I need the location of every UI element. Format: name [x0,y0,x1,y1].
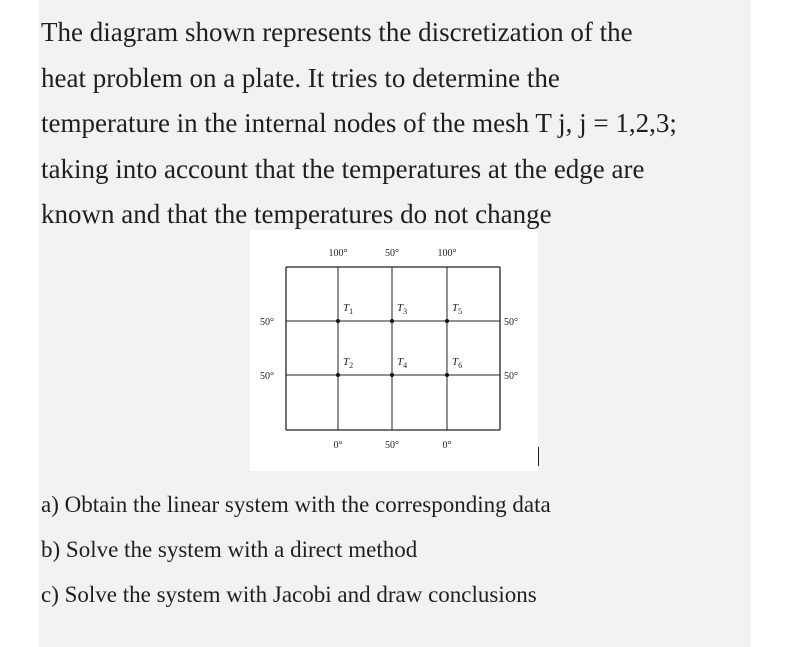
task-item-c: c) Solve the system with Jacobi and draw conclusions [41,582,537,607]
node-label-t6: $T_6$ [452,356,463,370]
top-label-1: 100° [328,248,348,259]
node-dot-t6 [445,373,449,377]
bottom-label-2: 50° [385,440,399,451]
intro-line: taking into account that the temperatures at the edge are [41,153,645,184]
intro-line: The diagram shown represents the discretization of the [41,17,633,47]
node-label-t4: $T_4$ [397,356,408,370]
task-item-b: b) Solve the system with a direct method [41,537,418,562]
node-label-t1: $T_1$ [343,302,354,316]
top-label-3: 100° [437,248,457,259]
left-label-2: 50° [260,371,274,382]
bottom-label-3: 0° [442,440,452,451]
node-label-t5: $T_5$ [452,302,463,316]
intro-line: known and that the temperatures do not change [41,199,552,229]
node-label-t2: $T_2$ [343,356,354,370]
node-dot-t5 [445,319,449,323]
node-dot-t3 [390,319,394,323]
right-label-1: 50° [504,317,518,328]
task-item-a: a) Obtain the linear system with the corresponding data [41,492,551,517]
right-label-2: 50° [504,371,518,382]
node-dot-t2 [336,373,340,377]
mesh-grid [286,267,500,430]
top-label-2: 50° [385,248,399,259]
node-dot-t4 [390,373,394,377]
intro-line: temperature in the internal nodes of the mesh T j, j = 1,2,3; [41,108,677,138]
intro-line: heat problem on a plate. It tries to determine the [41,62,560,93]
left-label-1: 50° [260,317,274,328]
mesh-diagram [250,230,538,471]
text-cursor [538,447,539,466]
node-label-t3: $T_3$ [397,302,408,316]
bottom-label-1: 0° [333,440,343,451]
task-list [41,482,741,617]
node-dot-t1 [336,319,340,323]
problem-statement [41,10,761,238]
